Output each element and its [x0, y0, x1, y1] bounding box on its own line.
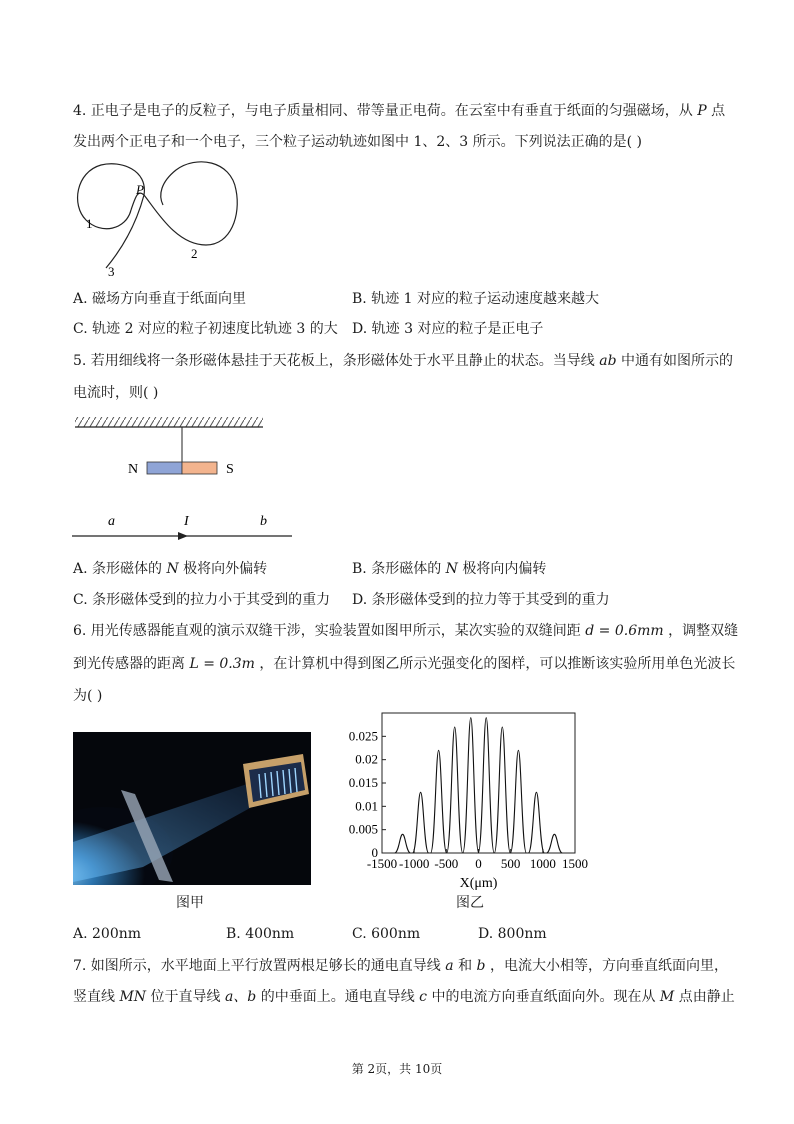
q7-wire-c: c	[419, 989, 428, 1005]
q4-label-2: 2	[191, 246, 198, 261]
q5-label-b: b	[260, 514, 267, 529]
q5-magnet-n-half	[147, 462, 182, 474]
q7-stem-t4: 中的电流方向垂直纸面向外。现在从	[431, 989, 656, 1005]
q5-option-a	[73, 560, 267, 578]
q5-option-b-pre: B. 条形磁体的	[352, 561, 442, 577]
q6-stem-line2	[73, 655, 735, 673]
q5-stem-line1	[73, 352, 733, 370]
q5-wire-ab: ab	[599, 353, 617, 369]
q5-stem-text: 5. 若用细线将一条形磁体悬挂于天花板上，条形磁体处于水平且静止的状态。当导线	[73, 353, 595, 369]
q7-stem-t3: 的中垂面上。通电直导线	[260, 989, 415, 1005]
intensity-peak	[395, 834, 411, 853]
intensity-peak	[478, 718, 494, 853]
q7-wires-ab: a、b	[224, 989, 257, 1005]
x-axis-label: X(μm)	[459, 876, 498, 891]
q7-stem-t2: 位于直导线	[150, 989, 221, 1005]
q4-stem-line2: 发出两个正电子和一个电子，三个粒子运动轨迹如图中 1、2、3 所示。下列说法正确的是( )	[73, 134, 642, 150]
q5-label-a: a	[108, 514, 115, 529]
intensity-peak	[494, 727, 510, 853]
q6-screen-distance: L = 0.3m	[189, 656, 255, 672]
q6-option-c: C. 600nm	[352, 926, 421, 942]
q4-stem-line1	[73, 102, 725, 120]
q6-stem-line3: 为( )	[73, 688, 103, 704]
intensity-peak	[528, 792, 544, 853]
q4-point-p: P	[697, 103, 707, 119]
q4-option-d: D. 轨迹 3 对应的粒子是正电子	[352, 321, 544, 337]
q5-ceiling	[75, 417, 263, 427]
q6-slit-distance: d = 0.6mm	[585, 623, 664, 639]
q7-stem-t1: 竖直线	[73, 989, 115, 1005]
q6-stem-text2: 到光传感器的距离	[73, 656, 185, 672]
q6-option-d: D. 800nm	[478, 926, 547, 942]
q7-wire-a: a	[445, 958, 454, 974]
q4-label-1: 1	[86, 216, 93, 231]
q6-stem-line1	[73, 622, 738, 640]
q5-label-n: N	[128, 462, 139, 477]
q4-track-2	[144, 162, 237, 245]
x-tick-label: 1000	[529, 856, 556, 871]
q4-trajectory-figure	[66, 150, 256, 280]
q7-stem-line1	[73, 957, 728, 975]
q5-label-i: I	[184, 514, 189, 529]
chart-frame	[382, 713, 575, 853]
x-tick-label: 1500	[562, 856, 588, 871]
x-tick-label: 500	[500, 856, 521, 871]
q5-label-s: S	[226, 462, 234, 477]
q5-option-c: C. 条形磁体受到的拉力小于其受到的重力	[73, 592, 331, 608]
q7-stem-text: 7. 如图所示，水平地面上平行放置两根足够长的通电直导线	[73, 958, 441, 974]
q6-option-b: B. 400nm	[226, 926, 295, 942]
q4-option-b: B. 轨迹 1 对应的粒子运动速度越来越大	[352, 291, 599, 307]
intensity-peak	[447, 727, 463, 853]
intensity-peak	[413, 792, 429, 853]
intensity-peak	[463, 718, 479, 853]
q5-option-a-post: 极将向外偏转	[183, 561, 268, 577]
q6-option-a: A. 200nm	[73, 926, 142, 942]
q6-stem-text2-end: ，在计算机中得到图乙所示光强变化的图样，可以推断该实验所用单色光波长	[259, 656, 736, 672]
intensity-peak	[546, 834, 562, 853]
q6-intensity-chart	[330, 705, 600, 895]
q6-stem-text: 6. 用光传感器能直观的演示双缝干涉，实验装置如图甲所示，某次实验的双缝间距	[73, 623, 581, 639]
q4-stem-text-end: 点	[711, 103, 726, 119]
x-tick-label: -500	[434, 856, 459, 871]
q6-apparatus-photo	[73, 732, 311, 885]
q7-stem-and: 和	[458, 958, 473, 974]
q7-point-m: M	[659, 989, 675, 1005]
q4-option-a: A. 磁场方向垂直于纸面向里	[73, 291, 247, 307]
q7-wire-b: b	[476, 958, 486, 974]
q5-magnet-figure	[70, 410, 300, 550]
page-footer: 第 2页，共 10页	[351, 1062, 443, 1076]
q7-stem-line2	[73, 988, 735, 1006]
x-tick-label: -1500	[366, 856, 398, 871]
q6-stem-text-end: ，调整双缝	[668, 623, 739, 639]
y-tick-label: 0	[371, 845, 378, 860]
y-tick-label: 0.02	[355, 751, 378, 767]
y-tick-label: 0.015	[348, 775, 378, 790]
q5-current-arrow	[178, 532, 188, 540]
x-tick-label: -1000	[398, 856, 430, 871]
q4-label-3: 3	[108, 264, 115, 279]
intensity-peak	[510, 750, 526, 853]
q4-option-c: C. 轨迹 2 对应的粒子初速度比轨迹 3 的大	[73, 321, 338, 337]
y-tick-label: 0.025	[348, 728, 378, 744]
q5-option-d: D. 条形磁体受到的拉力等于其受到的重力	[352, 592, 610, 608]
q7-line-mn: MN	[119, 989, 147, 1005]
q5-option-b	[352, 560, 546, 578]
q5-stem-text-end: 中通有如图所示的	[621, 353, 734, 369]
q6-caption-left: 图甲	[176, 895, 204, 911]
y-tick-label: 0.005	[348, 821, 378, 837]
intensity-peak	[431, 750, 447, 853]
q5-option-b-n: N	[445, 561, 458, 577]
q5-magnet-s-half	[182, 462, 217, 474]
q4-label-p: P	[136, 182, 144, 197]
x-tick-label: 0	[475, 856, 482, 871]
q5-option-b-post: 极将向内偏转	[462, 561, 547, 577]
q7-stem-text-end: ，电流大小相等，方向垂直纸面向里，	[489, 958, 728, 974]
q5-stem-line2: 电流时，则( )	[73, 385, 159, 401]
y-tick-label: 0.01	[355, 798, 378, 814]
q6-caption-right: 图乙	[456, 895, 484, 911]
q5-option-a-n: N	[166, 561, 179, 577]
q5-option-a-pre: A. 条形磁体的	[73, 561, 163, 577]
q7-stem-t5: 点由静止	[678, 989, 735, 1005]
q4-stem-text: 4. 正电子是电子的反粒子，与电子质量相同、带等量正电荷。在云室中有垂直于纸面的匀强磁场，从	[73, 103, 693, 119]
q4-track-3	[106, 195, 144, 268]
